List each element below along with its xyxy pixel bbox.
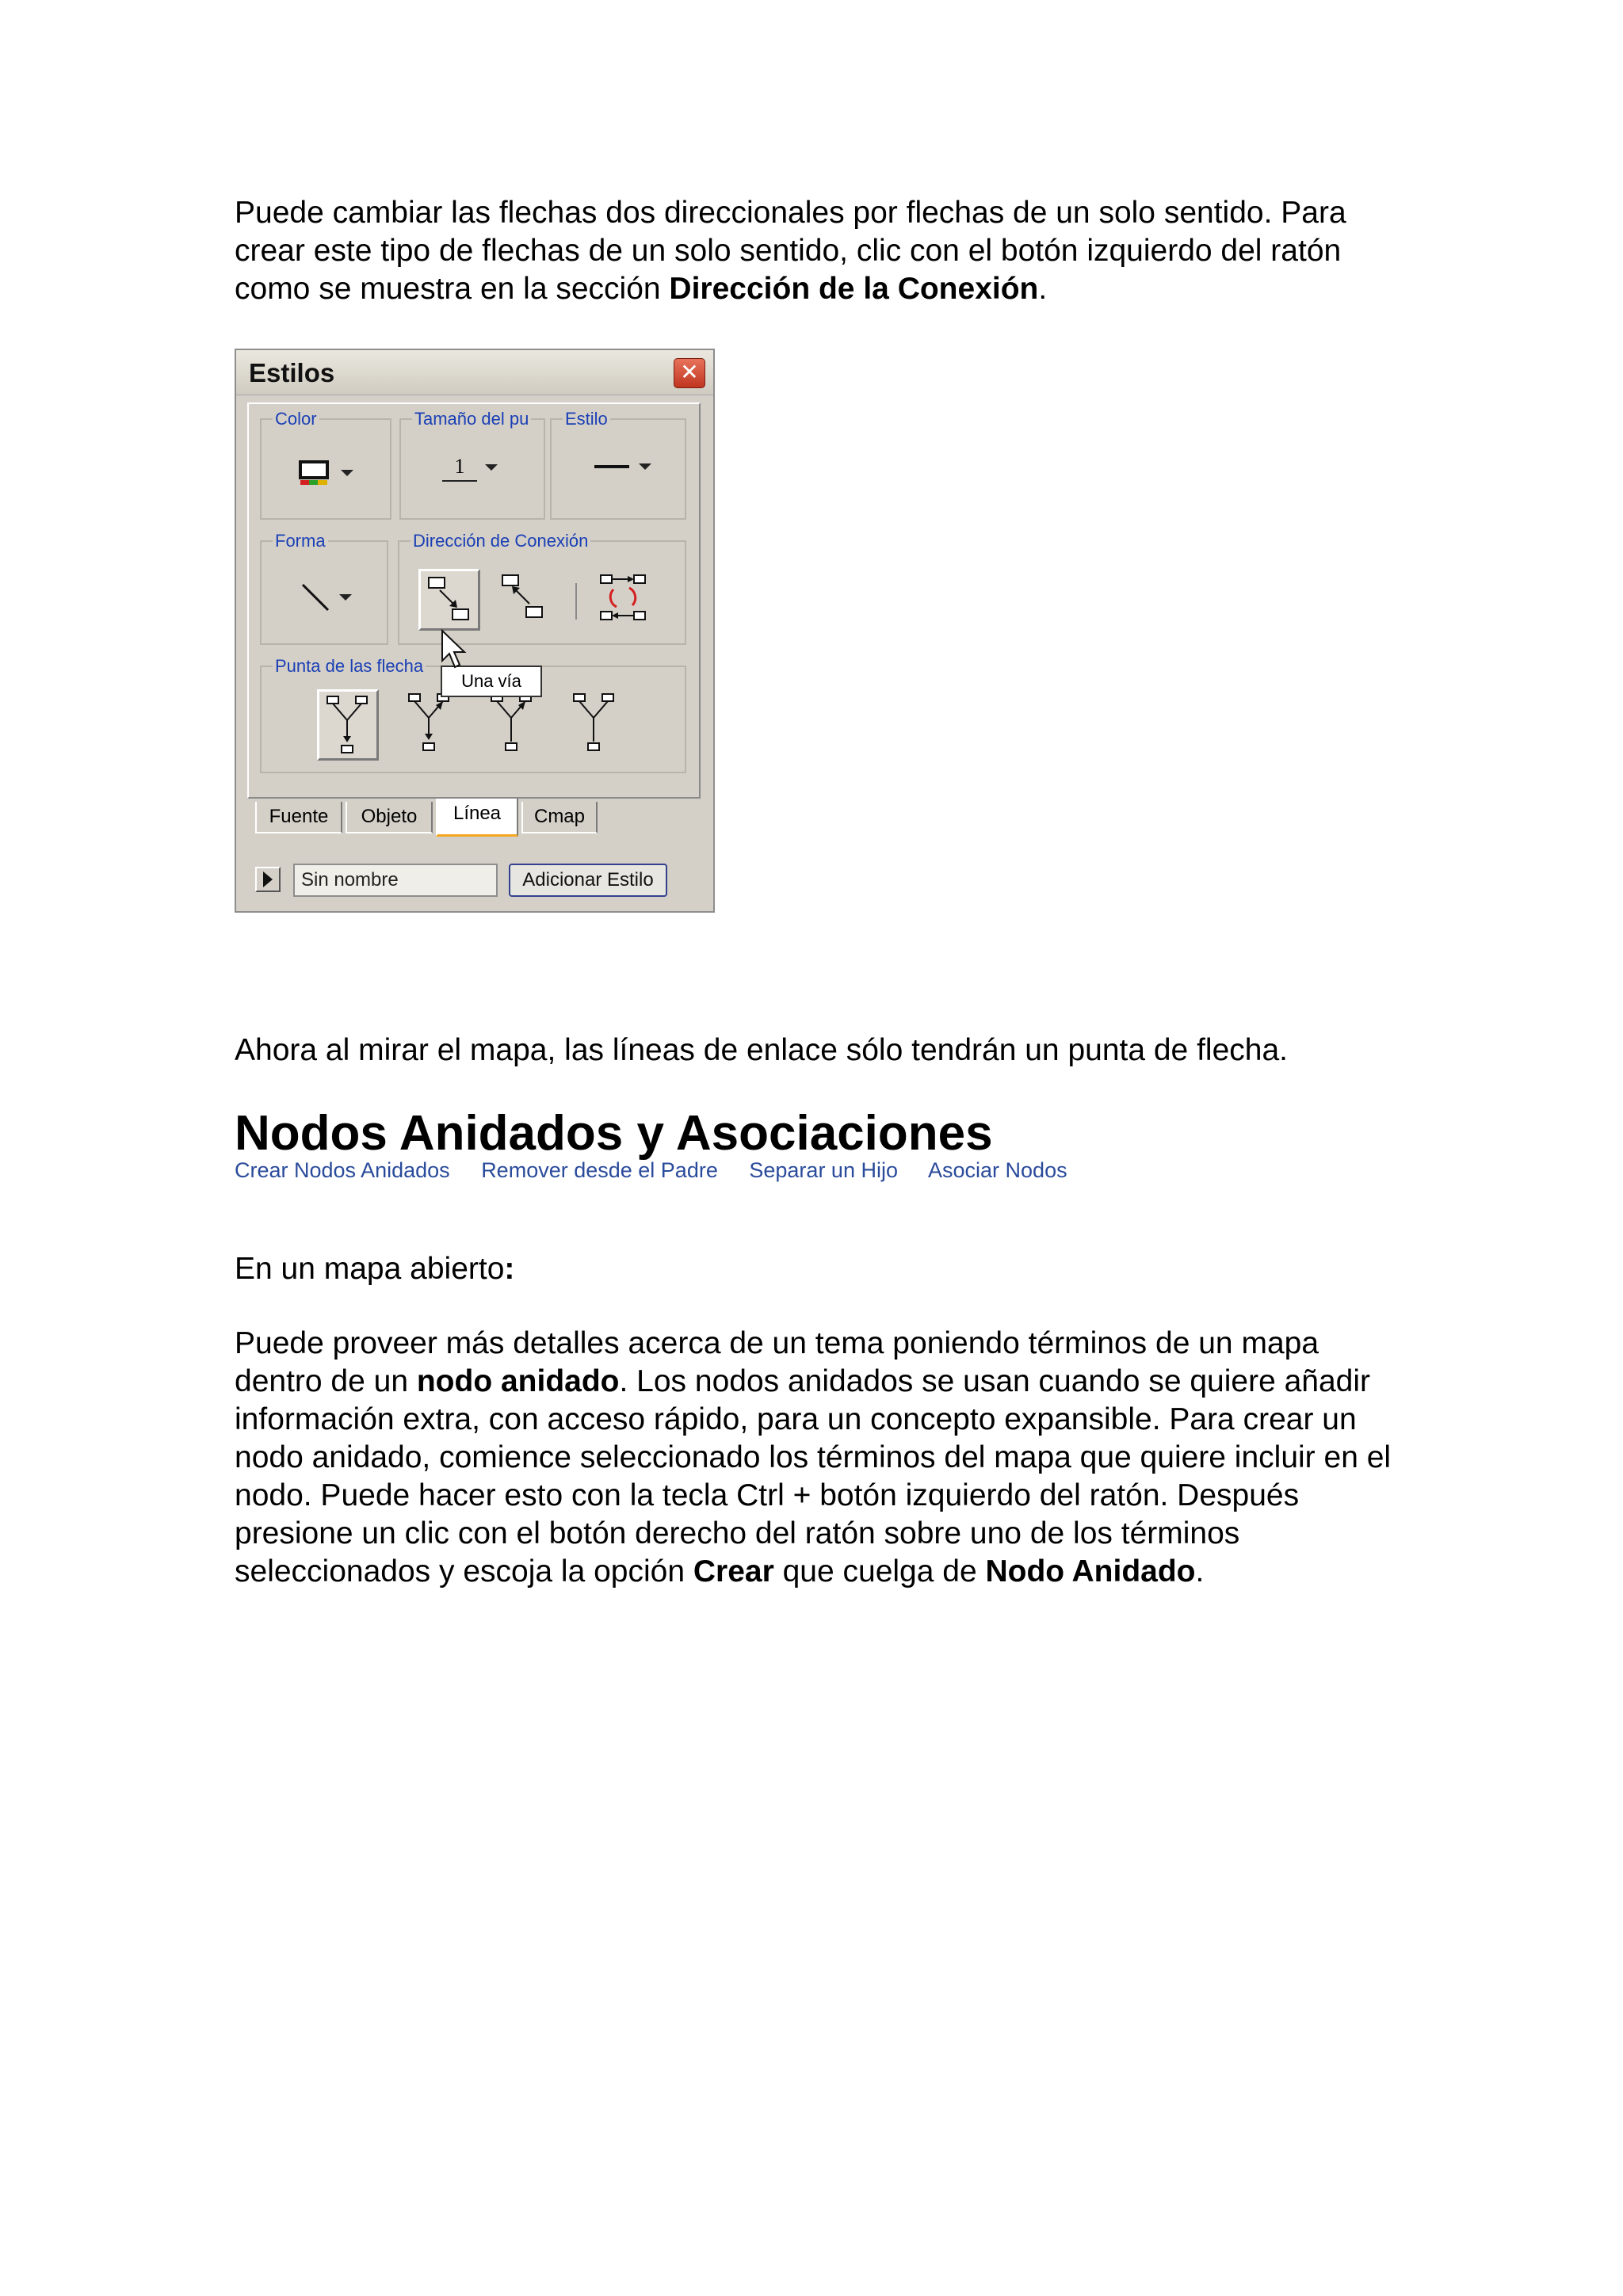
- tooltip: Una vía: [441, 666, 542, 697]
- line-style-group: [550, 409, 686, 520]
- arrowhead-option-1-button[interactable]: [317, 689, 379, 761]
- intro-period: .: [1038, 272, 1048, 306]
- line-size-combo[interactable]: [442, 453, 498, 482]
- link-crear-nodos-anidados[interactable]: Crear Nodos Anidados: [235, 1158, 450, 1182]
- arrowhead-to-source-icon: [483, 689, 540, 756]
- shape-group-label: Forma: [273, 531, 328, 551]
- expand-button[interactable]: [255, 867, 281, 892]
- arrowhead-option-4-button[interactable]: [566, 689, 628, 761]
- body-bold-crear: Crear: [693, 1554, 774, 1589]
- close-button[interactable]: [674, 358, 705, 388]
- line-size-group-label: Tamaño del pu: [412, 409, 531, 429]
- cycle-arrows-icon: [594, 569, 651, 626]
- tab-linea[interactable]: Línea: [436, 799, 518, 837]
- color-combo[interactable]: [298, 460, 353, 486]
- no-arrowhead-icon: [566, 689, 623, 756]
- shape-combo[interactable]: [300, 582, 352, 613]
- line-style-group-label: Estilo: [563, 409, 610, 429]
- chevron-down-icon: [485, 464, 498, 471]
- color-group: [260, 409, 391, 520]
- arrowhead-mixed-icon: [401, 689, 458, 756]
- arrowhead-option-3-button[interactable]: [483, 689, 545, 761]
- body-text-1: Puede proveer más detalles acerca de un tema poniendo términos de un mapa dentro de un: [235, 1326, 1319, 1398]
- body-text-2: . Los nodos anidados se usan cuando se quiere añadir información extra, con acceso rápido, para un concepto expansible. Para crear un nodo anidado, comience seleccionado los términos del mapa que quiere incluir en el nodo. Puede hacer esto con la tecla Ctrl + botón izquierdo del ratón. Después presione un clic con el botón derecho del ratón sobre uno de los términos seleccionados y escoja la opción: [235, 1364, 1392, 1589]
- tab-objeto[interactable]: Objeto: [346, 802, 433, 833]
- reverse-arrow-icon: [495, 569, 552, 626]
- intro-text: Puede cambiar las flechas dos direccionales por flechas de un solo sentido. Para crear este tipo de flechas de un solo sentido, clic con el botón izquierdo del ratón como se muestra en la sección: [235, 196, 1346, 306]
- line-size-group: [399, 409, 545, 520]
- open-map-paragraph: [235, 1250, 1407, 1288]
- mouse-pointer-icon: [441, 629, 468, 670]
- arrowhead-group-label: Punta de las flecha: [273, 656, 426, 677]
- nested-node-paragraph: [235, 1325, 1407, 1591]
- body-bold-nodo-anidado: nodo anidado: [416, 1364, 620, 1398]
- arrowhead-option-2-button[interactable]: [401, 689, 463, 761]
- intro-paragraph: [235, 194, 1407, 308]
- after-dialog-paragraph: Ahora al mirar el mapa, las líneas de enlace sólo tendrán un punta de flecha.: [235, 1033, 1288, 1067]
- dialog-titlebar: [236, 350, 713, 395]
- section-links: [235, 1158, 1093, 1183]
- color-swatch-icon: [298, 460, 333, 486]
- connection-direction-group-label: Dirección de Conexión: [411, 531, 590, 551]
- intro-bold-section-name: Dirección de la Conexión: [669, 272, 1039, 306]
- estilos-dialog: [235, 349, 715, 913]
- reverse-direction-button[interactable]: [495, 569, 556, 631]
- chevron-down-icon: [341, 470, 353, 476]
- add-style-button[interactable]: Adicionar Estilo: [509, 864, 667, 897]
- straight-line-icon: [300, 582, 331, 613]
- shape-group: [260, 531, 388, 645]
- style-name-row: [247, 860, 701, 900]
- body-text-3: que cuelga de: [773, 1554, 986, 1589]
- tab-cmap[interactable]: Cmap: [521, 802, 598, 833]
- styles-panel: [247, 402, 701, 799]
- chevron-down-icon: [639, 463, 651, 470]
- one-way-direction-button[interactable]: [418, 569, 480, 631]
- line-size-value: 1: [442, 453, 477, 482]
- arrowhead-to-target-icon: [319, 692, 376, 758]
- link-separar-un-hijo[interactable]: Separar un Hijo: [749, 1158, 898, 1182]
- open-map-colon: :: [504, 1252, 515, 1286]
- bidirectional-button[interactable]: [594, 569, 656, 631]
- one-way-arrow-icon: [421, 571, 478, 628]
- body-text-4: .: [1195, 1554, 1205, 1589]
- chevron-down-icon: [339, 594, 352, 601]
- close-icon: ✕: [680, 360, 699, 384]
- color-group-label: Color: [273, 409, 319, 429]
- separator: [575, 583, 577, 620]
- tab-fuente[interactable]: Fuente: [255, 802, 342, 833]
- solid-line-icon: [594, 463, 631, 471]
- link-asociar-nodos[interactable]: Asociar Nodos: [928, 1158, 1067, 1182]
- link-remover-desde-el-padre[interactable]: Remover desde el Padre: [481, 1158, 718, 1182]
- style-name-input[interactable]: Sin nombre: [293, 864, 498, 897]
- line-style-combo[interactable]: [594, 463, 651, 471]
- section-title: Nodos Anidados y Asociaciones: [235, 1106, 993, 1161]
- open-map-text: En un mapa abierto: [235, 1252, 505, 1286]
- dialog-title: Estilos: [249, 358, 335, 387]
- body-bold-nodo-anidado-2: Nodo Anidado: [985, 1554, 1196, 1589]
